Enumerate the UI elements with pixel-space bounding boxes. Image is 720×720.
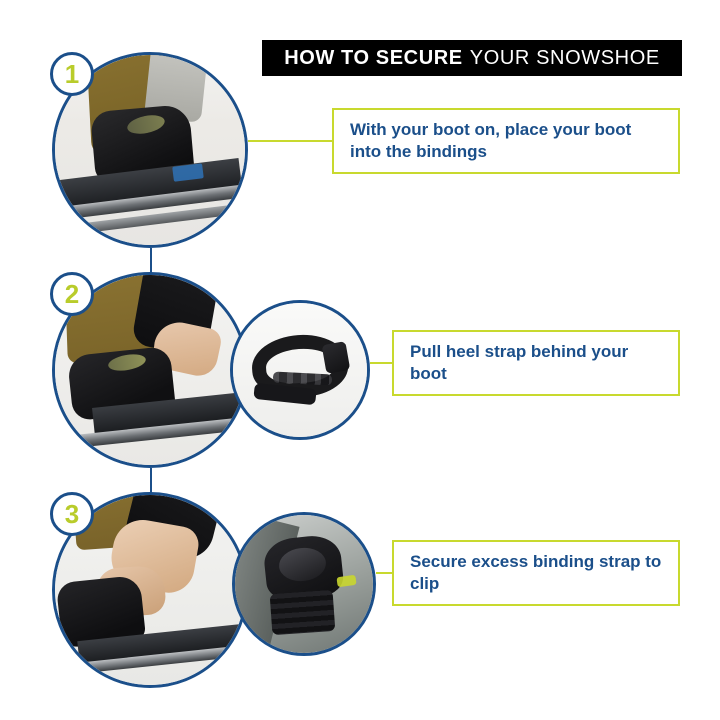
step-3-number: 3: [64, 499, 80, 529]
step-3-inset-image: [232, 512, 376, 656]
step-2-connector: [370, 362, 394, 364]
step-3-text: Secure excess binding strap to clip: [410, 551, 662, 593]
step-1-text: With your boot on, place your boot into the bindings: [350, 119, 632, 161]
step-1-number: 1: [64, 59, 80, 89]
step-2-number: 2: [64, 279, 80, 309]
step-3-inset-photo: [235, 515, 373, 653]
step-1-callout: [332, 108, 680, 174]
step-2-inset-photo: [233, 303, 367, 437]
step-2-badge: [50, 272, 94, 316]
step-3-badge: [50, 492, 94, 536]
page-title: [262, 40, 682, 76]
page-title-strong: HOW TO SECURE: [284, 46, 463, 69]
step-1-connector: [248, 140, 332, 142]
step-1-badge: [50, 52, 94, 96]
step-2-callout: [392, 330, 680, 396]
page-title-light: YOUR SNOWSHOE: [469, 46, 660, 69]
step-3-callout: [392, 540, 680, 606]
step-2-inset-image: [230, 300, 370, 440]
step-2-text: Pull heel strap behind your boot: [410, 341, 629, 383]
